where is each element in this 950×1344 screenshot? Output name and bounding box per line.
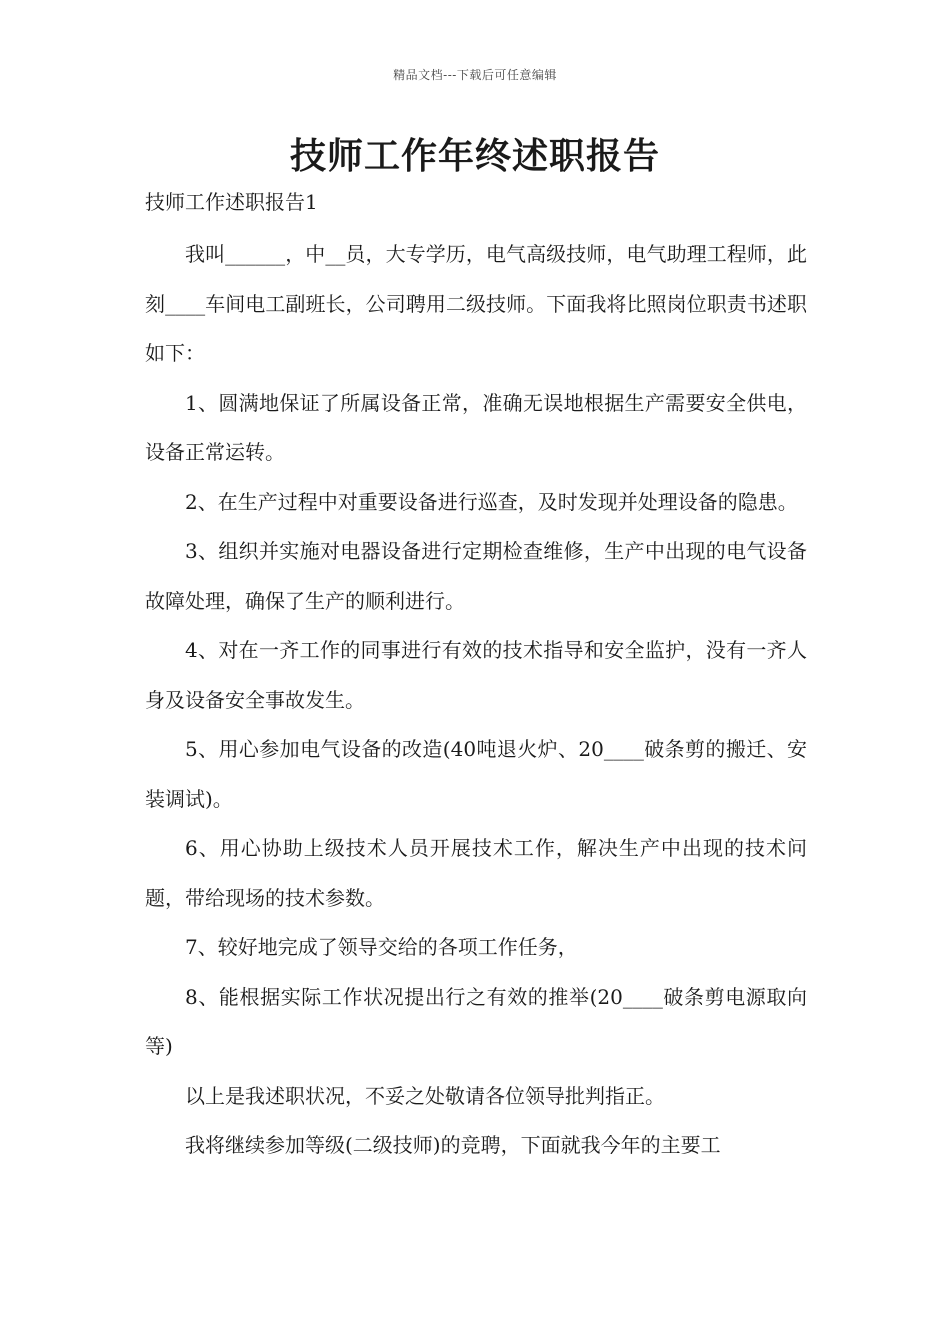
- document-title: 技师工作年终述职报告: [289, 135, 660, 177]
- paragraph-intro: 我叫______，中__员，大专学历，电气高级技师，电气助理工程师，此刻____车间电工副班长，公司聘用二级技师。下面我将比照岗位职责书述职如下：: [145, 242, 807, 365]
- paragraph-item-8: 8、能根据实际工作状况提出行之有效的推举(20____破条剪电源取向等): [145, 984, 807, 1058]
- header-note: 精品文档---下载后可任意编辑: [393, 68, 557, 82]
- paragraph-item-4: 4、对在一齐工作的同事进行有效的技术指导和安全监护，没有一齐人身及设备安全事故发生。: [145, 638, 807, 712]
- paragraph-item-3: 3、组织并实施对电器设备进行定期检查维修，生产中出现的电气设备故障处理，确保了生产的顺利进行。: [145, 539, 807, 613]
- paragraph-item-7: 7、较好地完成了领导交给的各项工作任务，: [185, 935, 578, 959]
- paragraph-closing: 以上是我述职状况，不妥之处敬请各位领导批判指正。: [185, 1083, 665, 1108]
- paragraph-item-6: 6、用心协助上级技术人员开展技术工作，解决生产中出现的技术问题，带给现场的技术参数。: [145, 836, 807, 910]
- paragraph-item-2: 2、在生产过程中对重要设备进行巡查，及时发现并处理设备的隐患。: [185, 489, 798, 514]
- document-body: [145, 230, 807, 1171]
- section-subtitle: 技师工作述职报告1: [145, 190, 318, 214]
- paragraph-item-5: 5、用心参加电气设备的改造(40吨退火炉、20____破条剪的搬迁、安装调试)。: [145, 737, 807, 811]
- paragraph-continuation: 我将继续参加等级(二级技师)的竞聘，下面就我今年的主要工: [185, 1133, 721, 1157]
- paragraph-item-1: 1、圆满地保证了所属设备正常，准确无误地根据生产需要安全供电，设备正常运转。: [145, 390, 807, 464]
